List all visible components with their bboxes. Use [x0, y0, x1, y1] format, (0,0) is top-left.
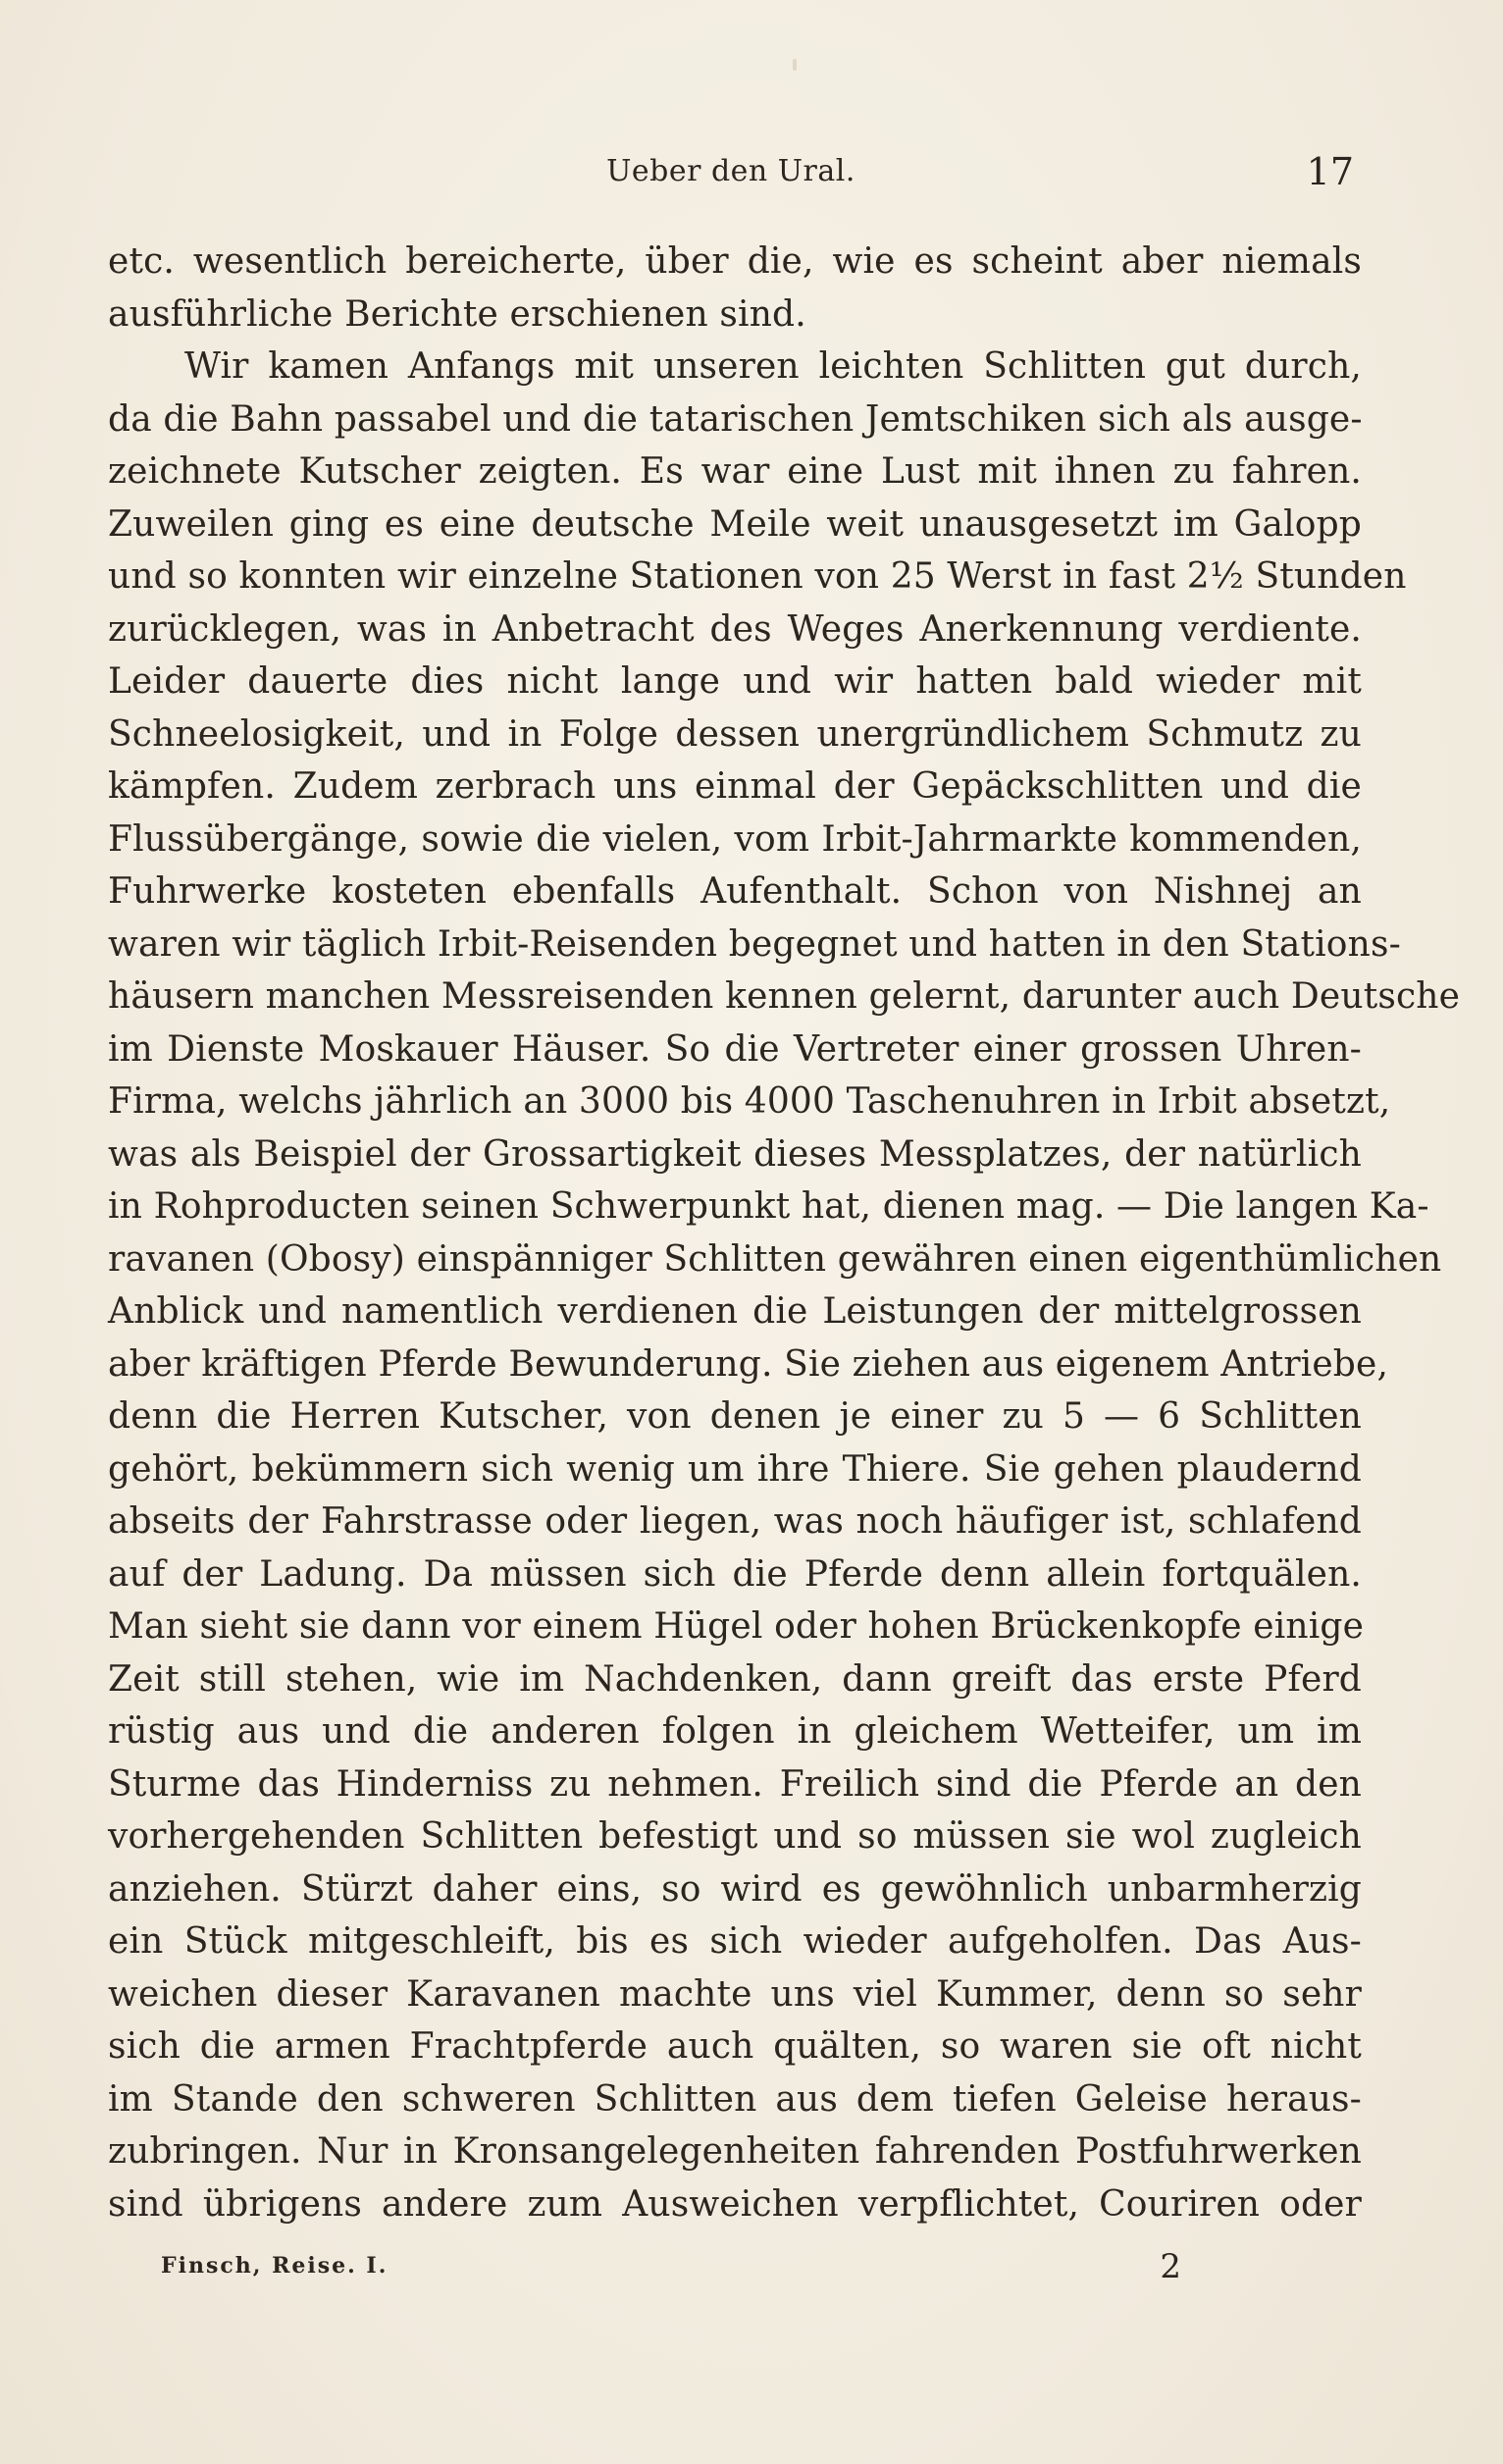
text-line: weichen dieser Karavanen machte uns viel Kummer, denn so sehr [108, 1973, 1362, 2015]
running-title: Ueber den Ural. [606, 154, 855, 188]
text-line: ein Stück mitgeschleift, bis es sich wieder aufgeholfen. Das Aus- [108, 1921, 1362, 1962]
text-line: im Dienste Moskauer Häuser. So die Vertreter einer grossen Uhren- [108, 1028, 1362, 1070]
text-line: waren wir täglich Irbit-Reisenden begegnet und hatten in den Stations- [108, 923, 1401, 965]
text-line: Man sieht sie dann vor einem Hügel oder hohen Brückenkopfe einige [108, 1606, 1365, 1647]
text-line: sich die armen Frachtpferde auch quälten, so waren sie oft nicht [108, 2026, 1362, 2067]
text-line: Zuweilen ging es eine deutsche Meile weit unausgesetzt im Galopp [108, 503, 1362, 545]
text-line: zubringen. Nur in Kronsangelegenheiten fahrenden Postfuhrwerken [108, 2131, 1362, 2172]
text-line: anziehen. Stürzt daher eins, so wird es gewöhnlich unbarmherzig [108, 1868, 1362, 1910]
text-line: häusern manchen Messreisenden kennen gelernt, darunter auch Deutsche [108, 976, 1461, 1017]
text-line: Leider dauerte dies nicht lange und wir hatten bald wieder mit [108, 661, 1362, 702]
text-line: was als Beispiel der Grossartigkeit dieses Messplatzes, der natürlich [108, 1133, 1362, 1175]
text-line: Sturme das Hinderniss zu nehmen. Freilich sind die Pferde an den [108, 1763, 1362, 1805]
text-line: Flussübergänge, sowie die vielen, vom Irbit-Jahrmarkte kommenden, [108, 818, 1362, 860]
text-line: etc. wesentlich bereicherte, über die, wie es scheint aber niemals [108, 241, 1362, 282]
text-line: auf der Ladung. Da müssen sich die Pferde denn allein fortquälen. [108, 1553, 1362, 1595]
text-line: ravanen (Obosy) einspänniger Schlitten gewähren einen eigenthümlichen [108, 1238, 1442, 1280]
text-line: vorhergehenden Schlitten befestigt und so müssen sie wol zugleich [108, 1816, 1362, 1857]
text-line: abseits der Fahrstrasse oder liegen, was noch häufiger ist, schlafend [108, 1501, 1362, 1542]
text-line: gehört, bekümmern sich wenig um ihre Thiere. Sie gehen plaudernd [108, 1448, 1362, 1490]
text-line: rüstig aus und die anderen folgen in gleichem Wetteifer, um im [108, 1711, 1362, 1752]
text-line: in Rohproducten seinen Schwerpunkt hat, dienen mag. — Die langen Ka- [108, 1186, 1429, 1227]
text-line: Zeit still stehen, wie im Nachdenken, dann greift das erste Pferd [108, 1658, 1362, 1700]
page-header [108, 147, 1354, 196]
paper-speck [793, 59, 797, 71]
signature-mark: Finsch, Reise. I. [161, 2253, 389, 2279]
text-line: ausführliche Berichte erschienen sind. [108, 293, 806, 335]
page-number: 17 [1306, 150, 1354, 193]
text-line: im Stande den schweren Schlitten aus dem tiefen Geleise heraus- [108, 2078, 1362, 2120]
text-line: da die Bahn passabel und die tatarischen Jemtschiken sich als ausge- [108, 398, 1363, 440]
page-footer [161, 2247, 1181, 2286]
text-line: kämpfen. Zudem zerbrach uns einmal der Gepäckschlitten und die [108, 766, 1362, 807]
sheet-number: 2 [1160, 2247, 1181, 2286]
text-line: aber kräftigen Pferde Bewunderung. Sie ziehen aus eigenem Antriebe, [108, 1343, 1389, 1385]
text-line: sind übrigens andere zum Ausweichen verpflichtet, Couriren oder [108, 2183, 1362, 2225]
text-line: Firma, welchs jährlich an 3000 bis 4000 Taschenuhren in Irbit absetzt, [108, 1081, 1391, 1122]
text-line: Fuhrwerke kosteten ebenfalls Aufenthalt. Schon von Nishnej an [108, 871, 1362, 912]
text-line: Wir kamen Anfangs mit unseren leichten Schlitten gut durch, [184, 346, 1362, 387]
text-line: und so konnten wir einzelne Stationen von 25 Werst in fast 2½ Stunden [108, 556, 1407, 597]
text-line: Anblick und namentlich verdienen die Leistungen der mittelgrossen [108, 1291, 1362, 1332]
text-line: Schneelosigkeit, und in Folge dessen unergründlichem Schmutz zu [108, 713, 1362, 755]
body-text [108, 236, 1461, 2230]
text-line: denn die Herren Kutscher, von denen je einer zu 5 — 6 Schlitten [108, 1396, 1362, 1437]
text-line: zeichnete Kutscher zeigten. Es war eine Lust mit ihnen zu fahren. [108, 451, 1362, 492]
text-line: zurücklegen, was in Anbetracht des Weges Anerkennung verdiente. [108, 608, 1362, 650]
